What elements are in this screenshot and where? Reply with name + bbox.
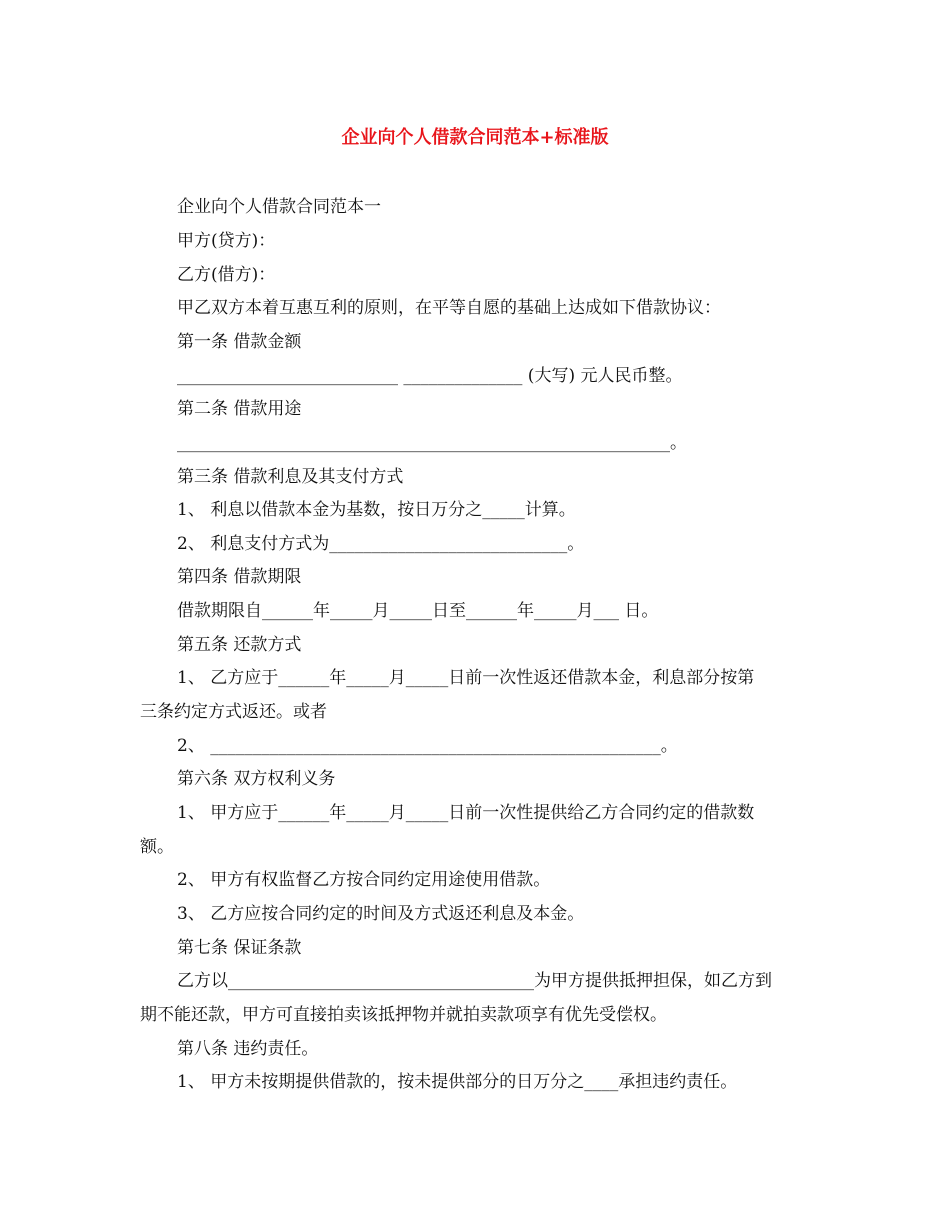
article-6-item-2: 2、 甲方有权监督乙方按合同约定用途使用借款。 [177,870,551,890]
article-6-item-1: 1、 甲方应于______年_____月_____日前一次性提供给乙方合同约定的借款数 [177,803,755,823]
article-1-heading: 第一条 借款金额 [177,332,302,352]
article-5-item-1: 1、 乙方应于______年_____月_____日前一次性返还借款本金，利息部分按第 [177,668,755,688]
contract-heading: 企业向个人借款合同范本一 [177,197,381,217]
article-6-heading: 第六条 双方权利义务 [177,769,336,789]
article-1-amount-line: __________________________ ______________ (大写) 元人民币整。 [177,366,683,386]
article-2-heading: 第二条 借款用途 [177,399,302,419]
article-3-item-1: 1、 利息以借款本金为基数，按日万分之_____计算。 [177,500,576,520]
article-8-item-1: 1、 甲方未按期提供借款的，按未提供部分的日万分之____承担违约责任。 [177,1072,738,1092]
article-8-heading: 第八条 违约责任。 [177,1039,319,1059]
article-6-item-1-continued: 额。 [140,837,174,857]
article-7-heading: 第七条 保证条款 [177,938,302,958]
article-2-purpose-line: __________________________________________________________。 [177,433,687,453]
article-5-item-2: 2、 _____________________________________________________。 [177,736,678,756]
article-4-heading: 第四条 借款期限 [177,567,302,587]
article-4-term-line: 借款期限自______年_____月_____日至______年_____月___ 日。 [177,601,659,621]
article-6-item-3: 3、 乙方应按合同约定的时间及方式返还利息及本金。 [177,904,585,924]
article-3-item-2: 2、 利息支付方式为____________________________。 [177,534,585,554]
document-title: 企业向个人借款合同范本+标准版 [341,127,609,148]
article-7-guarantee-line: 乙方以____________________________________为甲方提供抵押担保，如乙方到 [177,971,772,991]
article-5-item-1-continued: 三条约定方式返还。或者 [140,702,327,722]
article-5-heading: 第五条 还款方式 [177,635,302,655]
party-a-line: 甲方(贷方)： [177,231,276,251]
preamble-line: 甲乙双方本着互惠互利的原则，在平等自愿的基础上达成如下借款协议： [177,298,721,318]
article-7-guarantee-continued: 期不能还款，甲方可直接拍卖该抵押物并就拍卖款项享有优先受偿权。 [140,1005,667,1025]
article-3-heading: 第三条 借款利息及其支付方式 [177,467,404,487]
party-b-line: 乙方(借方)： [177,265,276,285]
